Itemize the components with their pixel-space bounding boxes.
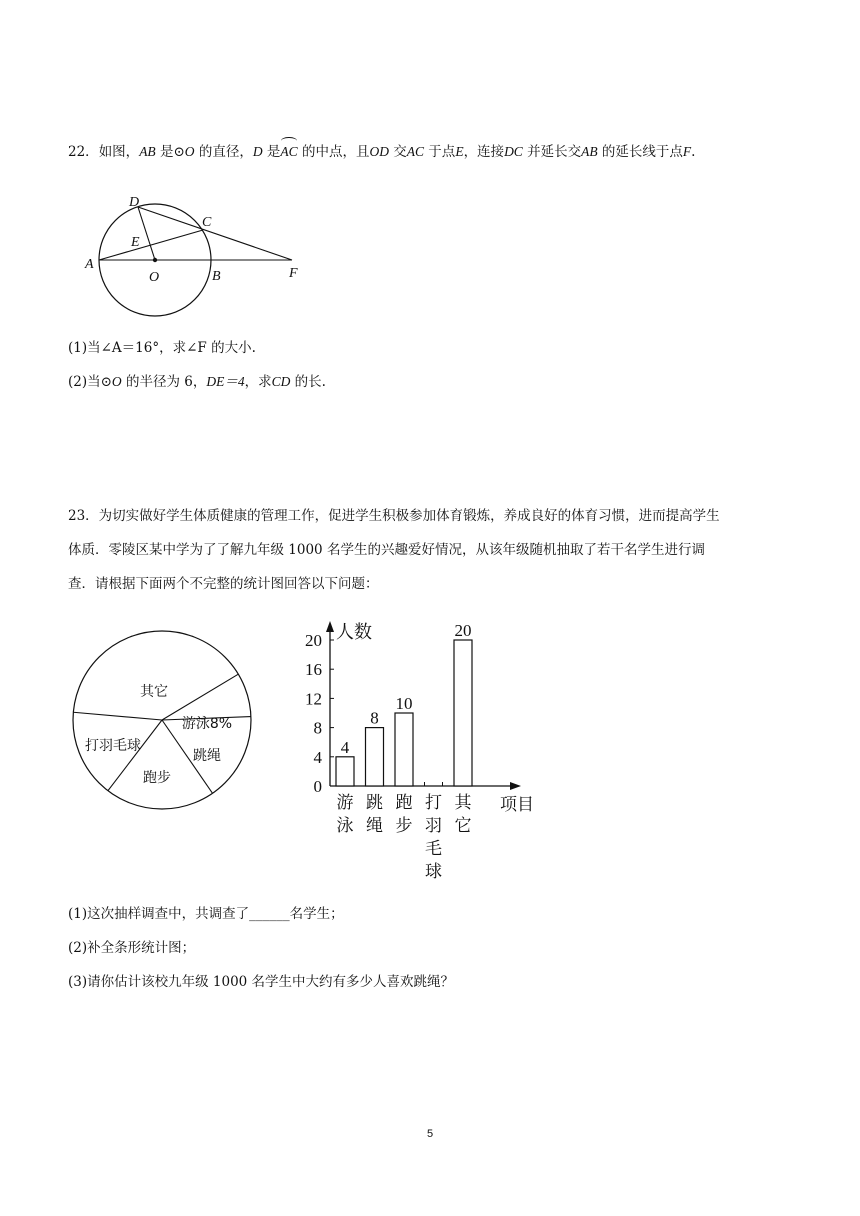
segment-od	[138, 207, 155, 260]
pie-slice-label: 游泳8%	[181, 716, 233, 732]
q22-text: 于点	[424, 144, 456, 160]
q22-text: 是	[262, 144, 281, 160]
pie-slice-label: 其它	[140, 684, 168, 700]
y-axis-label: 人数	[336, 622, 372, 643]
label-a: A	[85, 257, 94, 272]
q22-part1: (1)当∠A＝16°，求∠F 的大小.	[68, 340, 256, 356]
bar-data-label: 8	[370, 708, 379, 728]
q22-math: DC	[504, 144, 523, 159]
label-e: E	[131, 235, 140, 250]
q23-stem-line3: 查．请根据下面两个不完整的统计图回答以下问题：	[68, 576, 379, 592]
q22-math: DE＝4	[206, 374, 245, 389]
x-category-label: 跑	[395, 793, 413, 813]
q22-math: D	[252, 144, 263, 159]
pie-chart	[70, 625, 245, 815]
y-tick-label: 12	[305, 689, 322, 709]
x-category-label: 跳	[366, 793, 383, 813]
bar	[395, 713, 413, 786]
q23-stem-line2: 体质．零陵区某中学为了了解九年级 1000 名学生的兴趣爱好情况，从该年级随机抽取了若干名学生进行调	[68, 542, 705, 558]
q22-text: 如图，	[98, 144, 140, 160]
q22-arc-ac: AC	[280, 142, 297, 162]
q22-text: ，求	[244, 374, 272, 390]
q22-math: AC	[406, 144, 425, 159]
q22-math: OD	[369, 144, 389, 159]
q22-text: ，连接	[463, 144, 505, 160]
q22-math: AB	[581, 144, 598, 159]
q22-math: AB	[139, 144, 156, 159]
bar-data-label: 20	[454, 621, 472, 640]
q23-stem-line1: 23．为切实做好学生体质健康的管理工作，促进学生积极参加体育锻炼，养成良好的体育习惯，进而提高学生	[68, 508, 720, 524]
y-tick-label: 4	[313, 747, 322, 767]
x-category-label: 游	[336, 793, 354, 813]
bar-data-label: 10	[395, 694, 413, 713]
x-category-label: 毛	[425, 839, 442, 859]
label-d: D	[129, 195, 140, 210]
pie-slice-label: 打羽毛球	[85, 738, 141, 754]
q22-math: CD	[271, 374, 291, 389]
q22-text: 是	[155, 144, 174, 160]
label-b: B	[212, 269, 221, 284]
q22-text: 交	[388, 144, 407, 160]
q23-part3: (3)请你估计该校九年级 1000 名学生中大约有多少人喜欢跳绳？	[68, 974, 455, 990]
q22-math: F	[682, 144, 692, 159]
pie-slice-label: 跑步	[143, 770, 171, 786]
x-category-label: 球	[425, 862, 442, 882]
bar	[366, 728, 384, 786]
q22-stem	[68, 142, 695, 162]
x-category-label: 羽	[425, 816, 442, 836]
segment-df	[138, 207, 292, 260]
q22-text: 并延长交	[522, 144, 582, 160]
x-category-label: 步	[395, 816, 413, 836]
q22-text: (2)当	[68, 374, 101, 390]
q22-math: E	[455, 144, 464, 159]
y-tick-label: 8	[313, 718, 322, 738]
q22-text: 的直径，	[194, 144, 253, 160]
q22-text: 的延长线于点	[597, 144, 683, 160]
y-tick-label: 16	[305, 660, 322, 680]
x-category-label: 绳	[366, 816, 383, 836]
pie-slice-label: 跳绳	[193, 748, 221, 764]
x-axis-arrow	[510, 782, 521, 790]
y-tick-label: 0	[313, 777, 322, 796]
bar-data-label: 4	[340, 737, 350, 757]
label-f: F	[289, 266, 298, 281]
y-axis-arrow	[326, 621, 334, 632]
q22-text: 的长.	[290, 374, 326, 390]
label-o: O	[149, 270, 160, 285]
bar	[454, 640, 472, 786]
segment-ac	[99, 230, 203, 260]
q22-text: .	[691, 144, 696, 160]
bar-chart	[290, 618, 550, 888]
x-category-label: 其	[454, 793, 472, 813]
q22-part2	[68, 372, 326, 392]
y-tick-label: 20	[305, 631, 322, 650]
x-axis-label: 项目	[500, 795, 534, 815]
q22-text: 的中点，且	[297, 144, 370, 160]
q22-number: 22．	[68, 144, 99, 160]
q22-math: ⊙O	[100, 374, 122, 389]
x-category-label: 泳	[336, 816, 354, 836]
q23-part2: (2)补全条形统计图；	[68, 940, 196, 956]
q22-math: ⊙O	[173, 144, 195, 159]
q22-geometry-figure	[80, 188, 320, 298]
page-number: 5	[426, 1128, 434, 1140]
x-category-label: 打	[425, 793, 442, 813]
q23-part1: (1)这次抽样调查中，共调查了______名学生；	[68, 906, 344, 922]
q22-text: 的半径为 6，	[121, 374, 207, 390]
label-c: C	[202, 215, 212, 230]
center-dot	[153, 258, 157, 262]
bar	[336, 757, 354, 786]
x-category-label: 它	[454, 816, 472, 836]
